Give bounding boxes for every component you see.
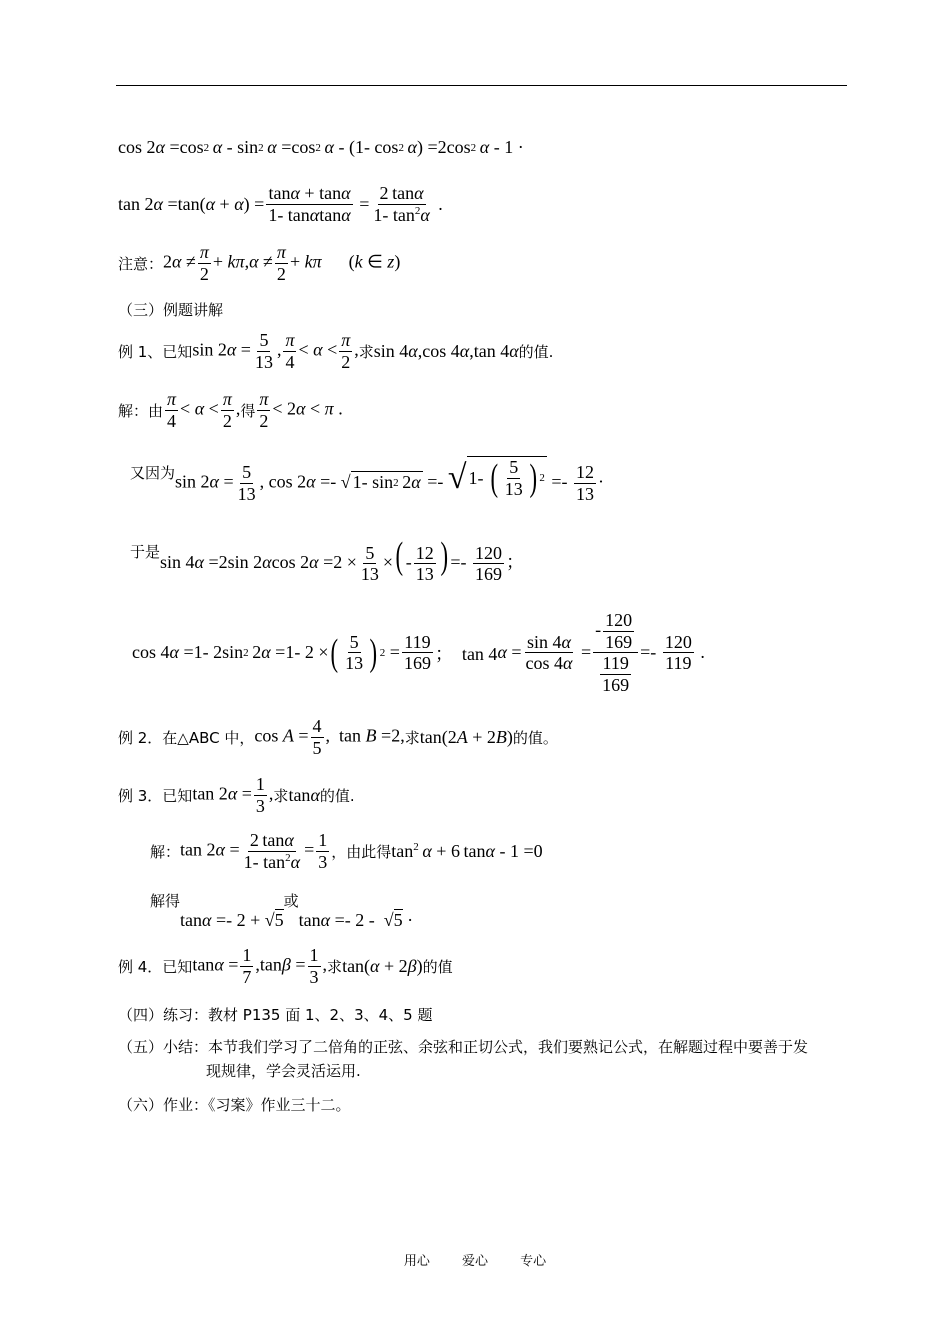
- ex4-tail: 的值: [422, 957, 453, 976]
- note-label: 注意：: [118, 254, 164, 273]
- sol1-mid: 得: [240, 401, 256, 420]
- ex3-label: 例 3．已知: [118, 786, 193, 805]
- ex3-tail: 的值.: [319, 786, 355, 805]
- solution-3-result: 解得 tanα =- 2 + √5 或 tanα =- 2 - √5 ·: [150, 892, 414, 930]
- example-2: 例 2．在△ABC 中， cos A = $\frac{4}{5}$ , tan B =2, 求 tan(2A + 2B) 的值。: [118, 716, 558, 758]
- example-1: 例 1、已知 sin 2α = $\frac{5}{13}$ , $\frac{\pi}{4}$ < α < $\frac{\pi}{2}$ , 求 sin 4α,cos 4α,tan 4α 的值.: [118, 330, 554, 372]
- ex1-label: 例 1、已知: [118, 342, 193, 361]
- sol1-label: 解：由: [118, 401, 164, 420]
- so-label: 于是: [130, 543, 161, 561]
- section-5-summary-cont: 现规律，学会灵活运用.: [206, 1062, 361, 1080]
- solution-1-cos4a-tan4a: cos 4 α =1- 2sin 2 2 α =1- 2 × ( $\frac{5}{13}$ ) 2 = $\frac{119}{169}$ ； tan 4 α = $\frac{\sin 4\alpha}{\cos 4\alpha}$ = - $\frac{120}{169}$ $\frac{119}{169}$ =- $\frac{120}{119}$ .: [132, 610, 705, 696]
- section-4-exercise: （四）练习：教材 P135 面 1、2、3、4、5 题: [118, 1006, 433, 1024]
- formula-tan2a: tan 2 α =tan( α + α ) = $\frac{\tan\alpha + \tan\alpha}{1- \tan\alpha\tan\alpha}$ = $\frac{2 \tan\alpha}{1- \tan^2\alpha}$ .: [118, 183, 443, 225]
- section-5-summary: （五）小结：本节我们学习了二倍角的正弦、余弦和正切公式，我们要熟记公式，在解题过程中要善于发: [118, 1038, 809, 1056]
- sol3-label: 解：: [150, 842, 181, 861]
- section-3-heading: （三）例题讲解: [118, 301, 224, 319]
- solution-1: 解：由 $\frac{\pi}{4}$ < α < $\frac{\pi}{2}$ , 得 $\frac{\pi}{2}$ < 2α < π .: [118, 389, 343, 431]
- sol3b-label: 解得: [150, 892, 181, 910]
- solution-1-sin4a: 于是 sin 4α =2sin 2αcos 2α =2 × $\frac{5}{13}$ ×( - $\frac{12}{13}$ ) =- $\frac{120}{169}$ ；: [130, 535, 524, 585]
- solution-1-cos: 又因为 sin 2α = $\frac{5}{13}$ , cos 2α =- √ 1- sin 2 2 α =- √ 1- ( $\frac{5}{13}$ ) 2 =- $\frac{12}{13}$ ·: [130, 457, 604, 505]
- ex1-tail: 的值.: [518, 342, 554, 361]
- solution-3: 解： tan 2α = $\frac{2 \tan\alpha}{1- \tan^2\alpha}$ = $\frac{1}{3}$ ，由此得 $\tan^2 \alpha + 6$ tanα - 1 =0: [150, 830, 543, 872]
- page-footer: 用心 爱心 专心: [403, 1254, 547, 1269]
- note-line: 注意： 2α ≠ $\frac{\pi}{2}$ + kπ,α ≠ $\frac{\pi}{2}$ + kπ (k ∈ z): [118, 242, 401, 284]
- also-label: 又因为: [130, 464, 176, 482]
- header-rule: [116, 85, 847, 86]
- sol3-mid: ，由此得: [331, 842, 392, 861]
- formula-cos2a: cos 2 α =cos 2 α - sin 2 α =cos 2 α - (1- cos 2 α ) =2cos 2 α - 1 ·: [118, 137, 524, 157]
- ex2-tail: 的值。: [512, 728, 558, 747]
- example-4: 例 4．已知 tanα = $\frac{1}{7}$ ,tanβ = $\frac{1}{3}$ , 求 tan(α + 2β) 的值: [118, 945, 453, 987]
- ex2-label: 例 2．在△ABC 中，: [118, 728, 255, 747]
- section-6-homework: （六）作业：《习案》作业三十二。: [118, 1096, 351, 1114]
- sol3b-mid: 或: [283, 892, 299, 910]
- example-3: 例 3．已知 tan 2α = $\frac{1}{3}$ , 求 tanα 的值.: [118, 774, 355, 816]
- ex4-label: 例 4．已知: [118, 957, 193, 976]
